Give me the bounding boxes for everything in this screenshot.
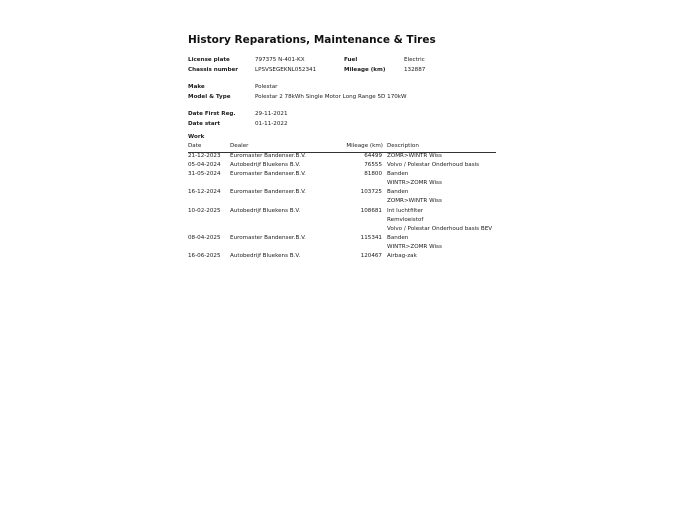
row-description: Airbag-zak — [387, 253, 417, 260]
date-start-row — [188, 120, 508, 129]
date-start-value: 01-11-2022 — [255, 120, 288, 127]
table-row — [188, 253, 496, 262]
license-plate-value: 797375 N-401-KX — [255, 57, 305, 63]
model-row — [188, 93, 508, 102]
model-label: Model & Type — [188, 93, 231, 100]
row-mileage: 64499 — [364, 153, 382, 159]
page-title: History Reparations, Maintenance & Tires — [188, 34, 436, 46]
row-dealer: Euromaster Bandenser.B.V. — [230, 189, 306, 196]
first-reg-row — [188, 110, 508, 119]
column-header-description: Description — [387, 143, 419, 149]
row-date: 31-05-2024 — [188, 171, 221, 178]
row-dealer: Autobedrijf Bluekens B.V. — [230, 162, 301, 169]
row-description: ZOMR>WINTR Wiss — [387, 153, 442, 159]
first-reg-label: Date First Reg. — [188, 111, 236, 117]
work-table-body — [188, 153, 496, 262]
table-row — [188, 217, 496, 226]
row-dealer: Euromaster Bandenser.B.V. — [230, 171, 306, 178]
row-date: 21-12-2023 — [188, 153, 221, 159]
table-row — [188, 162, 496, 171]
work-table — [188, 143, 496, 262]
row-mileage: 108681 — [360, 207, 382, 214]
row-date: 05-04-2024 — [188, 162, 221, 169]
column-header-date: Date — [188, 143, 202, 149]
row-date: 16-06-2025 — [188, 253, 221, 260]
table-row — [188, 153, 496, 162]
table-row — [188, 198, 496, 207]
table-row — [188, 208, 496, 217]
row-dealer: Euromaster Bandenser.B.V. — [230, 234, 306, 241]
mileage-label: Mileage (km) — [344, 66, 386, 73]
row-dealer: Autobedrijf Bluekens B.V. — [230, 207, 301, 214]
row-description: Banden — [387, 171, 409, 178]
make-value: Polestar — [255, 84, 278, 90]
fuel-value: Electric — [404, 57, 425, 63]
row-date: 16-12-2024 — [188, 189, 221, 196]
row-description: ZOMR>WINTR Wiss — [387, 198, 442, 205]
row-mileage: 115341 — [360, 234, 382, 241]
first-reg-value: 29-11-2021 — [255, 111, 288, 117]
row-description: WINTR>ZOMR Wiss — [387, 180, 442, 187]
row-mileage: 103725 — [360, 189, 382, 196]
table-row — [188, 244, 496, 253]
row-date: 10-02-2025 — [188, 207, 221, 214]
table-row — [188, 226, 496, 235]
date-start-label: Date start — [188, 120, 221, 127]
row-description: Volvo / Polestar Onderhoud basis BEV — [387, 225, 493, 232]
make-label: Make — [188, 84, 205, 90]
row-date: 08-04-2025 — [188, 234, 221, 241]
license-plate-row — [188, 56, 508, 65]
license-plate-label: License plate — [188, 57, 230, 63]
model-value: Polestar 2 78kWh Single Motor Long Range 5D 170kW — [255, 93, 407, 100]
row-description: Banden — [387, 234, 409, 241]
fuel-label: Fuel — [344, 57, 358, 63]
row-description: Int luchtfilter — [387, 207, 424, 214]
table-row — [188, 189, 496, 198]
chassis-row — [188, 66, 508, 75]
make-row — [188, 83, 508, 92]
mileage-value: 132887 — [404, 66, 426, 73]
row-description: Remvloeistof — [387, 216, 424, 223]
column-header-mileage: Mileage (km) — [346, 143, 383, 149]
row-dealer: Euromaster Bandenser.B.V. — [230, 153, 306, 159]
row-description: Volvo / Polestar Onderhoud basis — [387, 162, 480, 169]
row-mileage: 76555 — [364, 162, 382, 169]
chassis-value: LPSVSEGEKNL052341 — [255, 66, 317, 73]
table-row — [188, 235, 496, 244]
work-table-header — [188, 143, 496, 153]
row-description: WINTR>ZOMR Wiss — [387, 243, 442, 250]
table-row — [188, 171, 496, 180]
row-mileage: 120467 — [360, 253, 382, 260]
chassis-label: Chassis number — [188, 66, 239, 73]
table-row — [188, 180, 496, 189]
work-heading: Work — [188, 134, 205, 140]
row-mileage: 81800 — [364, 171, 382, 178]
row-dealer: Autobedrijf Bluekens B.V. — [230, 253, 301, 260]
row-description: Banden — [387, 189, 409, 196]
column-header-dealer: Dealer — [230, 143, 249, 149]
